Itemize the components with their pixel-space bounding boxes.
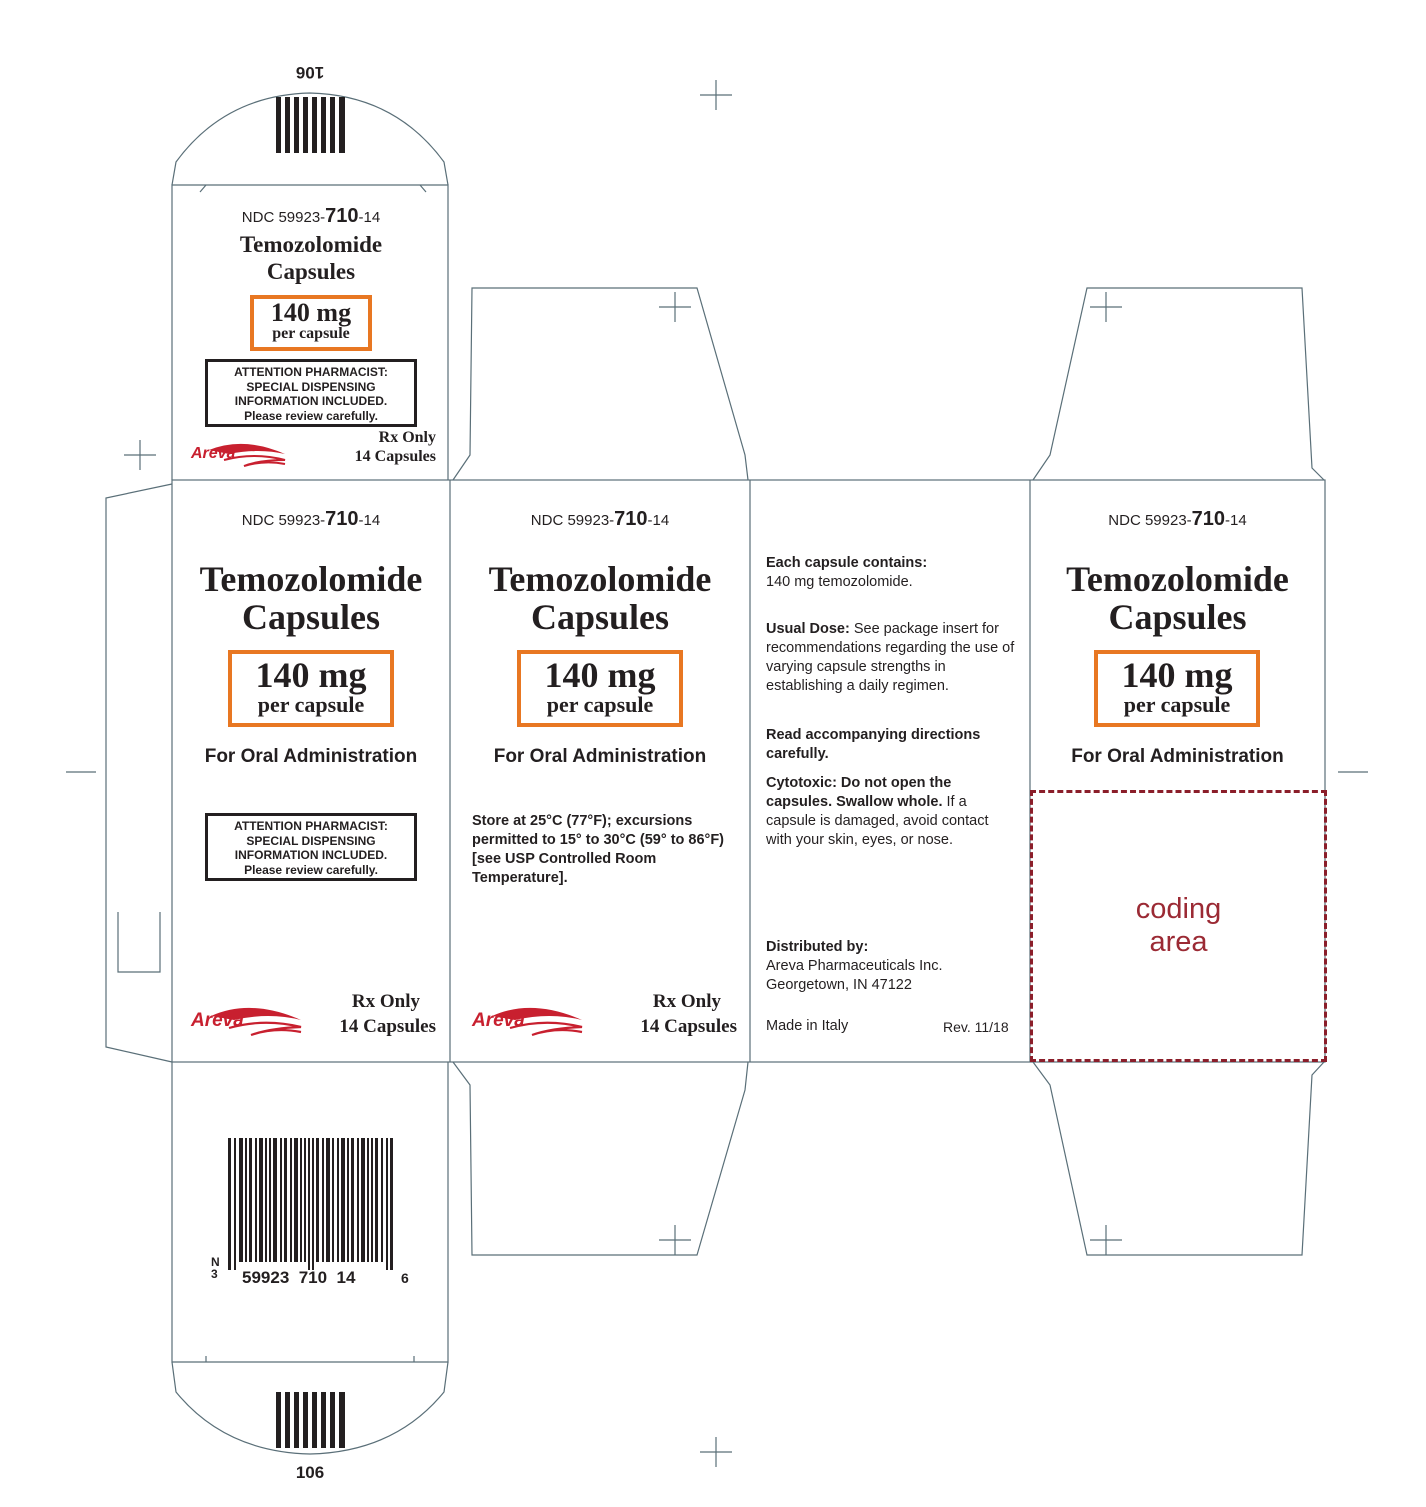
svg-text:Areva: Areva xyxy=(191,445,236,462)
svg-text:Areva: Areva xyxy=(472,1010,525,1031)
svg-text:Areva: Areva xyxy=(191,1010,244,1031)
strength-box-panel-4: 140 mg per capsule xyxy=(1094,650,1260,727)
product-title-top-end: Temozolomide Capsules xyxy=(239,232,383,284)
glue-flap xyxy=(106,484,172,1062)
usual-dose-block: Usual Dose: See package insert for recommendations regarding the use of varying capsule strengths in establishing a daily regimen. xyxy=(766,621,1015,694)
attention-box-top-end: ATTENTION PHARMACIST: SPECIAL DISPENSING INFORMATION INCLUDED. Please review carefully. xyxy=(205,359,417,427)
strength-box-top-end: 140 mg per capsule xyxy=(250,295,372,351)
route-panel-2: For Oral Administration xyxy=(493,746,707,767)
upc-digits: 59923 710 14 xyxy=(242,1268,356,1287)
areva-logo-panel-1 xyxy=(189,1000,304,1040)
dust-flap-bottom-2 xyxy=(1033,1062,1324,1255)
barcode-bottom xyxy=(276,1392,345,1448)
ndc-top-end: NDC 59923-710-14 xyxy=(241,205,381,227)
bottom-tuck xyxy=(172,1362,448,1454)
dust-flap-top-1 xyxy=(453,288,748,480)
distributor-block: Distributed by: Areva Pharmaceuticals Inc. Georgetown, IN 47122 xyxy=(766,939,943,993)
dust-flap-bottom-1 xyxy=(453,1062,748,1255)
upc-barcode xyxy=(228,1138,393,1270)
ndc-panel-4: NDC 59923-710-14 xyxy=(1108,508,1247,530)
code-bottom-number: 106 xyxy=(295,1463,325,1482)
revision: Rev. 11/18 xyxy=(943,1019,1009,1035)
route-panel-1: For Oral Administration xyxy=(204,746,418,767)
attention-box-panel-1: ATTENTION PHARMACIST: SPECIAL DISPENSING INFORMATION INCLUDED. Please review carefully. xyxy=(205,813,417,881)
upc-check-digit: 6 xyxy=(401,1270,409,1286)
code-top-number: 106 xyxy=(295,63,325,82)
areva-logo-top-end xyxy=(189,438,289,470)
made-in: Made in Italy xyxy=(766,1018,849,1034)
contains-block: Each capsule contains: 140 mg temozolomide. xyxy=(766,555,928,590)
product-title-panel-1: Temozolomide Capsules xyxy=(199,559,423,637)
barcode-top xyxy=(276,97,345,153)
ndc-panel-2: NDC 59923-710-14 xyxy=(530,508,670,530)
dust-flap-top-2 xyxy=(1033,288,1324,480)
cytotoxic-warning: Cytotoxic: Do not open the capsules. Swallow whole. If a capsule is damaged, avoid contact with your skin, eyes, or nose. xyxy=(766,775,989,848)
route-panel-4: For Oral Administration xyxy=(1071,746,1284,767)
storage-text: Store at 25°C (77°F); excursions permitted to 15° to 30°C (59° to 86°F) [see USP Controlled Room Temperature]. xyxy=(472,813,725,886)
strength-box-panel-2: 140 mg per capsule xyxy=(517,650,683,727)
coding-area-label: coding area xyxy=(1135,893,1222,958)
rx-count-top-end: Rx Only 14 Capsules xyxy=(354,429,436,465)
product-title-panel-4: Temozolomide Capsules xyxy=(1066,559,1289,637)
top-tuck xyxy=(172,93,448,185)
ndc-panel-1: NDC 59923-710-14 xyxy=(241,508,381,530)
rx-count-panel-2: Rx Only 14 Capsules xyxy=(640,991,737,1037)
areva-logo-panel-2 xyxy=(470,1000,585,1040)
strength-box-panel-1: 140 mg per capsule xyxy=(228,650,394,727)
read-directions: Read accompanying directions carefully. xyxy=(766,727,981,762)
rx-count-panel-1: Rx Only 14 Capsules xyxy=(339,991,436,1037)
upc-n: N 3 xyxy=(211,1255,220,1281)
product-title-panel-2: Temozolomide Capsules xyxy=(488,559,712,637)
